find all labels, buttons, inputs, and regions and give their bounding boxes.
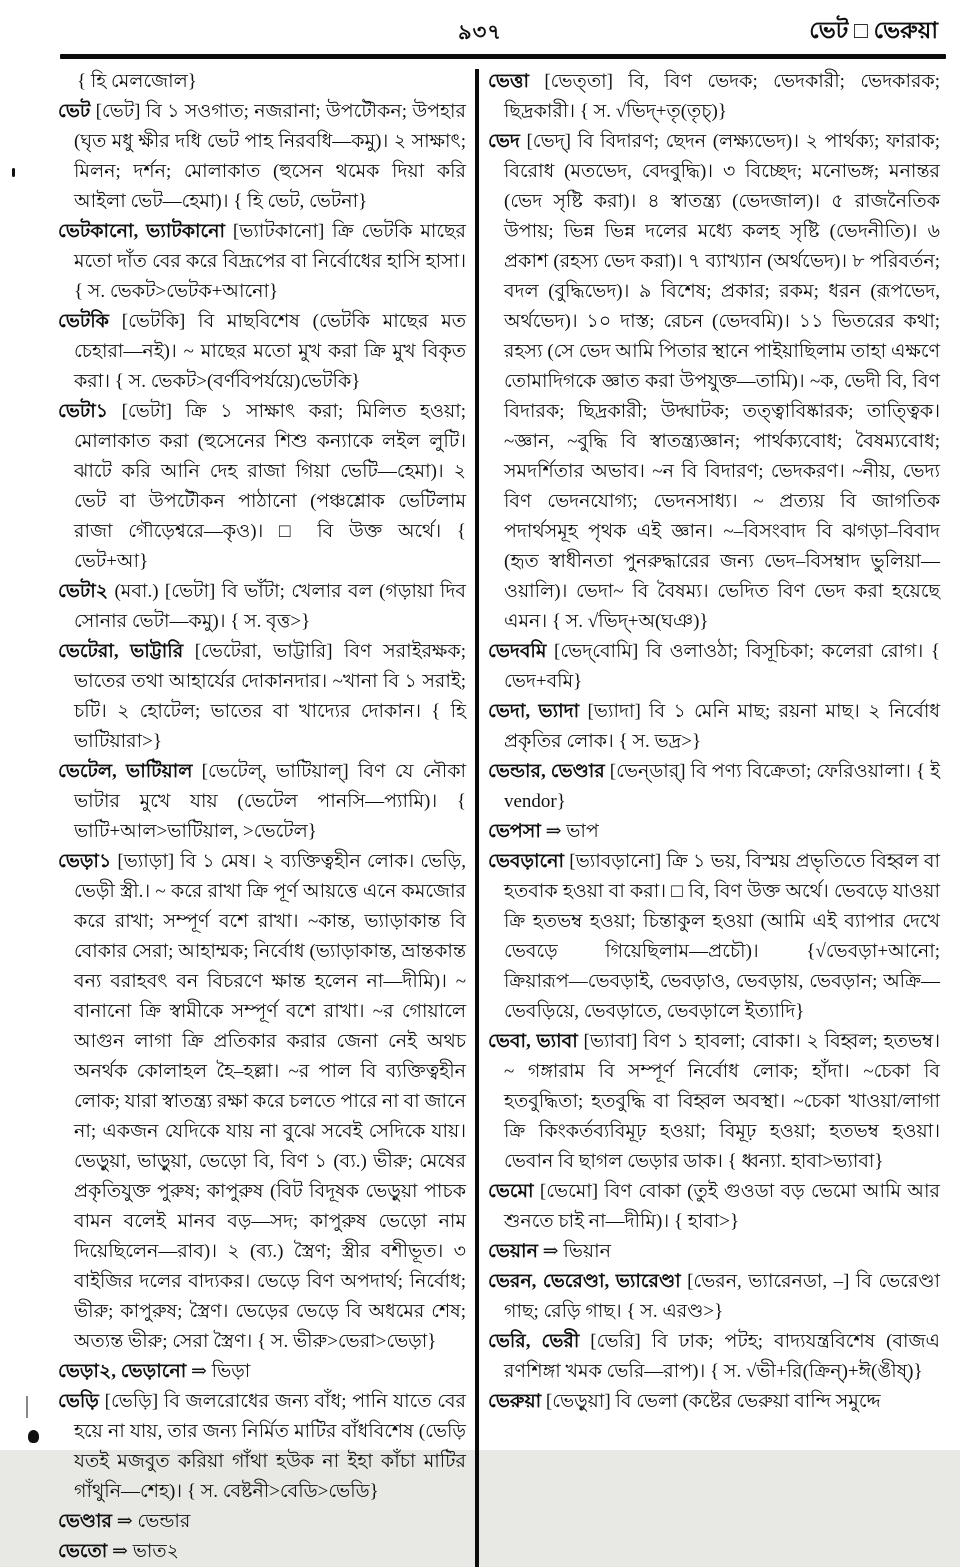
entry-body: [ভেরন, ভ্যারেনডা, –] বি ভেরেণ্ডা গাছ; রেড়ি গাছ। { স. এরণ্ড>}: [504, 1271, 945, 1322]
dictionary-entry: [488, 1177, 945, 1237]
entry-headword: ভেটেল, ভাটিয়াল: [58, 761, 193, 782]
entry-body: [ভেমো] বিণ বোকা (তুই গুওডা বড় ভেমো আমি আর শুনতে চাই না—দীমি)। { হাবা>}: [504, 1181, 945, 1232]
entry-headword: ভেবা, ভ্যাবা: [488, 1031, 578, 1052]
entry-body: [ভেড়ি] বি জলরোধের জন্য বাঁধ; পানি যাতে বের হয়ে না যায়, তার জন্য নির্মিত মাটির বাঁধবিশেষ (ভেড়ি যতই মজবুত করিয়া গাঁথা হউক না ইহা কাঁচা মাটির গাঁথুনি—শেহ)। { স. বেষ্টনী>বেডি>ভেডি}: [74, 1391, 471, 1502]
text-columns: [0, 59, 960, 1567]
entry-body: [ভেটেরা, ভাট্টারি] বিণ সরাইরক্ষক; ভাতের তথা আহার্যের দোকানদার। ~খানা বি ১ সরাই; চটি। ২ হোটেল; ভাতের বা খাদ্যের দোকান। { হি ভাটিয়ারা>}: [74, 641, 471, 752]
entry-body: [ভেদ্‌বোমি] বি ওলাওঠা; বিসূচিকা; কলেরা রোগ। { ভেদ+বমি}: [504, 641, 945, 692]
entry-body: [ভেদ্] বি বিদারণ; ছেদন (লক্ষ্যভেদ)। ২ পার্থক্য; ফারাক; বিরোধ (মতভেদ, বেদবুদ্ধি)। ৩ বিচ্ছেদ; মনোভঙ্গ; মনান্তর (ভেদ সৃষ্টি করা)। ৪ স্বাতন্ত্র্য (ভেদজাল)। ৫ রাজনৈতিক উপায়; ভিন্ন ভিন্ন দলের মধ্যে কলহ সৃষ্টি (ভেদনীতি)। ৬ প্রকাশ (রহস্য ভেদ করা)। ৭ ব্যাখ্যান (অর্থভেদ)। ৮ পরিবর্তন; বদল (বুদ্ধিভেদ)। ৯ বিশেষ; প্রকার; রকম; ধরন (রূপভেদ, অর্থভেদ)। ১০ দাস্ত; রেচন (ভেদবমি)। ১১ ভিতরের কথা; রহস্য (সে ভেদ আমি পিতার স্থানে পাইয়াছিলাম তাহা এক্ষণে তোমাদিগকে জ্ঞাত করা উপযুক্ত—তামি)। ~ক, ভেদী বি, বিণ বিদারক; ছিদ্রকারী; উদ্ঘাটক; তত্ত্বাবিষ্কারক; তাত্ত্বিক। ~জ্ঞান, ~বুদ্ধি বি স্বাতন্ত্র্যজ্ঞান; পার্থক্যবোধ; বৈষম্যবোধ; সমদর্শিতার অভাব। ~ন বি বিদারণ; ভেদকরণ। ~নীয়, ভেদ্য বিণ ভেদনযোগ্য; ভেদনসাধ্য। ~ প্রত্যয় বি জাগতিক পদার্থসমূহ পৃথক এই জ্ঞান। ~–বিসংবাদ বি ঝগড়া–বিবাদ (হৃত স্বাধীনতা পুনরুদ্ধারের জন্য ভেদ–বিসম্বাদ ভুলিয়া—ওয়ালি)। ভেদা~ বি বৈষম্য। ভেদিত বিণ ভেদ করা হয়েছে এমন। { স. √ভিদ্+অ(ঘঞ)}: [504, 131, 945, 632]
scan-artifact: [12, 168, 15, 177]
entry-headword: ভেটেরা, ভাট্টারি: [58, 641, 184, 662]
entry-headword: ভেত্তা: [488, 71, 529, 92]
dictionary-entry: [488, 127, 945, 637]
guide-words: ভেট □ ভেরুয়া: [809, 18, 938, 43]
entry-headword: ভেটকি: [58, 311, 109, 332]
entry-headword: ভেবড়ানো: [488, 851, 564, 872]
dictionary-entry: [58, 217, 471, 307]
dictionary-entry: [488, 1267, 945, 1327]
dictionary-entry: [488, 757, 945, 817]
entry-headword: ভেড়ি: [58, 1391, 99, 1412]
entry-body: [ভেত্‌তা] বি, বিণ ভেদক; ভেদকারী; ভেদকারক; ছিদ্রকারী। { স. √ভিদ্+তৃ(তৃচ্)}: [504, 71, 945, 122]
entry-headword: ভেরি, ভেরী: [488, 1331, 580, 1352]
entry-body: [ভ্যাদা] বি ১ মেনি মাছ; রয়না মাছ। ২ নির্বোধ প্রকৃতির লোক। { স. ভদ্র>}: [504, 701, 945, 752]
entry-body: ⇒ ভাত২: [112, 1541, 179, 1562]
page-header: [0, 0, 960, 54]
entry-body: [ভেন্‌ডার্] বি পণ্য বিক্রেতা; ফেরিওয়ালা। { ই vendor}: [504, 761, 945, 812]
entry-body: [ভেরি] বি ঢাক; পটহ; বাদ্যযন্ত্রবিশেষ (বাজএ রণশিঙ্গা খমক ভেরি—রাপ)। { স. √ভী+রি(ক্রিন্)+ঈ(ঙীষ্)}: [504, 1331, 945, 1382]
dictionary-entry: [488, 1327, 945, 1387]
dictionary-entry: [58, 637, 471, 757]
right-column: [488, 67, 945, 1567]
column-divider: [475, 69, 479, 1567]
dictionary-entry: [58, 97, 471, 217]
entry-headword: ভেড়া২, ভেড়ানো: [58, 1361, 187, 1382]
entry-body: [ভ্যাড়া] বি ১ মেষ। ২ ব্যক্তিত্বহীন লোক। ভেড়ি, ভেড়ী স্ত্রী.। ~ করে রাখা ক্রি পূর্ণ আয়ত্তে এনে কমজোর করে রাখা; সম্পূর্ণ বশে রাখা। ~কান্ত, ভ্যাড়াকান্ত বি বোকার সেরা; আহাম্মক; নির্বোধ (ভ্যাড়াকান্ত, ভ্রান্তকান্ত বন্য বরাহবৎ বন বিচরণে ক্ষান্ত হলেন না—দীমি)। ~ বানানো ক্রি স্বামীকে সম্পূর্ণ বশে রাখা। ~র গোয়ালে আগুন লাগা ক্রি প্রতিকার করার জেনা নেই অথচ অনর্থক কোলাহল হৈ–হল্লা। ~র পাল বি ব্যক্তিত্বহীন লোক; যারা স্বাতন্ত্র্য রক্ষা করে চলতে পারে না বা জানে না; একজন যেদিকে যায় না বুঝে সবেই সেদিকে যায়। ভেড়ুয়া, ভাড়ুয়া, ভেড়ো বি, বিণ ১ (ব্য.) ভীরু; মেষের প্রকৃতিযুক্ত পুরুষ; কাপুরুষ (বিট বিদূষক ভেড়ুয়া পাচক বামন বলেই মানব বড়—সদ; কাপুরুষ ভেড়ো নাম দিয়েছিলেন—রাব)। ২ (ব্য.) স্ত্রৈণ; স্ত্রীর বশীভূত। ৩ বাইজির দলের বাদ্যকর। ভেড়ে বিণ অপদার্থ; নির্বোধ; ভীরু; কাপুরুষ; স্ত্রৈণ। ভেড়ের ভেড়ে বি অধমের শেষ; অত্যন্ত ভীরু; সেরা স্ত্রৈণ। { স. ভীরু>ভেরা>ভেড়া}: [74, 851, 471, 1352]
dictionary-entry: [488, 817, 940, 847]
entry-body: [ভেটা] ক্রি ১ সাক্ষাৎ করা; মিলিত হওয়া; মোলাকাত করা (হুসেনের শিশু কন্যাকে লইল লুটি। ঝাটে করি আনি দেহ রাজা গিয়া ভেটি—হেমা)। ২ ভেট বা উপটৌকন পাঠানো (পঞ্চশ্লোক ভেটিলাম রাজা গৌড়েশ্বরে—কৃও)। □ বি উক্ত অর্থে। { ভেট+আ}: [74, 401, 471, 572]
entry-headword: ভেন্ডার, ভেণ্ডার: [488, 761, 605, 782]
dictionary-entry: [58, 757, 471, 847]
entry-headword: ভেতো: [58, 1541, 108, 1562]
scan-artifact: [28, 1430, 39, 1443]
dictionary-entry: [58, 307, 471, 397]
entry-headword: ভেরুয়া: [488, 1391, 542, 1412]
dictionary-entry: [58, 397, 471, 577]
dictionary-entry: [488, 67, 945, 127]
entry-headword: ভেরন, ভেরেণ্ডা, ভ্যারেণ্ডা: [488, 1271, 681, 1292]
dictionary-entry: [488, 637, 945, 697]
entry-headword: ভেট: [58, 101, 91, 122]
dictionary-entry: [58, 1387, 471, 1507]
entry-body: [ভেট] বি ১ সওগাত; নজরানা; উপটৌকন; উপহার (ঘৃত মধু ক্ষীর দধি ভেট পাহ নিরবধি—কমু)। ২ সাক্ষাৎ; মিলন; দর্শন; মোলাকাত (হুসেন থমেক দিয়া করি আইলা ভেট—হেমা)। { হি ভেট, ভেটনা}: [74, 101, 471, 212]
entry-body: [ভ্যাবড়ানো] ক্রি ১ ভয়, বিস্ময় প্রভৃতিতে বিহ্বল বা হতবাক হওয়া বা করা। □ বি, বিণ উক্ত অর্থে। ভেবড়ে যাওয়া ক্রি হতভম্ব হওয়া; চিন্তাকুল হওয়া (আমি এই ব্যাপার দেখে ভেবড়ে গিয়েছিলাম—প্রচৌ)। {√ভেবড়া+আনো; ক্রিয়ারূপ––ভেবড়াই, ভেবড়াও, ভেবড়ায়, ভেবড়ান; অক্রি—ভেবড়িয়ে, ভেবড়াতে, ভেবড়ালে ইত্যাদি}: [504, 851, 945, 1022]
entry-headword: ভেড়া১: [58, 851, 112, 872]
entry-body: [ভেটেল্, ভাটিয়াল্] বিণ যে নৌকা ভাটার মুখে যায় (ভেটেল পানসি—প্যামি)। { ভাটি+আল>ভাটিয়াল, >ভেটেল}: [74, 761, 471, 842]
entry-body: ⇒ ভিয়ান: [542, 1241, 611, 1262]
entry-body: [ভেড়ুয়া] বি ভেলা (কষ্টের ভেরুয়া বান্দি সমুদ্দে: [545, 1391, 881, 1412]
dictionary-entry: [488, 1387, 940, 1417]
entry-body: [ভ্যাটকানো] ক্রি ভেটকি মাছের মতো দাঁত বের করে বিদ্রূপের বা নির্বোধের হাসি হাসা। { স. ভেকট>ভেটক+আনো}: [74, 221, 471, 302]
dictionary-entry: [58, 67, 466, 97]
entry-body: (মবা.) [ভেটা] বি ভাঁটা; খেলার বল (গড়ায়া দিব সোনার ভেটা—কমু)। { স. বৃত্ত>}: [74, 581, 471, 632]
dictionary-entry: [488, 1237, 940, 1267]
page-number: ৯৩৭: [458, 20, 502, 44]
entry-headword: ভেটা২: [58, 581, 109, 602]
entry-headword: ভেয়ান: [488, 1241, 538, 1262]
dictionary-entry: [58, 847, 471, 1357]
dictionary-entry: [58, 1357, 466, 1387]
entry-body: ⇒ ভিড়া: [190, 1361, 251, 1382]
left-column: [58, 67, 471, 1567]
entry-headword: ভেদা, ভ্যাদা: [488, 701, 580, 722]
dictionary-entry: [488, 697, 945, 757]
dictionary-entry: [488, 1027, 945, 1177]
dictionary-entry: [58, 577, 471, 637]
dictionary-entry: [58, 1537, 466, 1567]
entry-body: [ভ্যাবা] বিণ ১ হাবলা; বোকা। ২ বিহ্বল; হতভম্ব। ~ গঙ্গারাম বি সম্পূর্ণ নির্বোধ লোক; হাঁদা। ~চেকা বি হতবুদ্ধিতা; হতবুদ্ধি বা বিহ্বল অবস্থা। ~চেকা খাওয়া/লাগা ক্রি কিংকর্তব্যবিমূঢ় হওয়া; বিমূঢ় হওয়া; হতভম্ব হওয়া। ভেবান বি ছাগল ভেড়ার ডাক। { ধ্বন্যা. হাবা>ভ্যাবা}: [504, 1031, 945, 1172]
entry-headword: ভেদ: [488, 131, 520, 152]
entry-body: { হি মেলজোল}: [62, 71, 197, 92]
entry-body: [ভেটকি] বি মাছবিশেষ (ভেটকি মাছের মত চেহারা—নই)। ~ মাছের মতো মুখ করা ক্রি মুখ বিকৃত করা। { স. ভেকট>(বর্ণবিপর্যয়ে)ভেটকি}: [74, 311, 471, 392]
entry-body: ⇒ ভেন্ডার: [116, 1511, 191, 1532]
entry-headword: ভেণ্ডার: [58, 1511, 112, 1532]
scan-artifact: [26, 1396, 28, 1418]
dictionary-entry: [58, 1507, 466, 1537]
entry-headword: ভেদবমি: [488, 641, 547, 662]
dictionary-entry: [488, 847, 945, 1027]
entry-body: ⇒ ভাপ: [545, 821, 599, 842]
entry-headword: ভেপসা: [488, 821, 541, 842]
entry-headword: ভেমো: [488, 1181, 534, 1202]
entry-headword: ভেটকানো, ভ্যাটকানো: [58, 221, 225, 242]
entry-headword: ভেটা১: [58, 401, 109, 422]
